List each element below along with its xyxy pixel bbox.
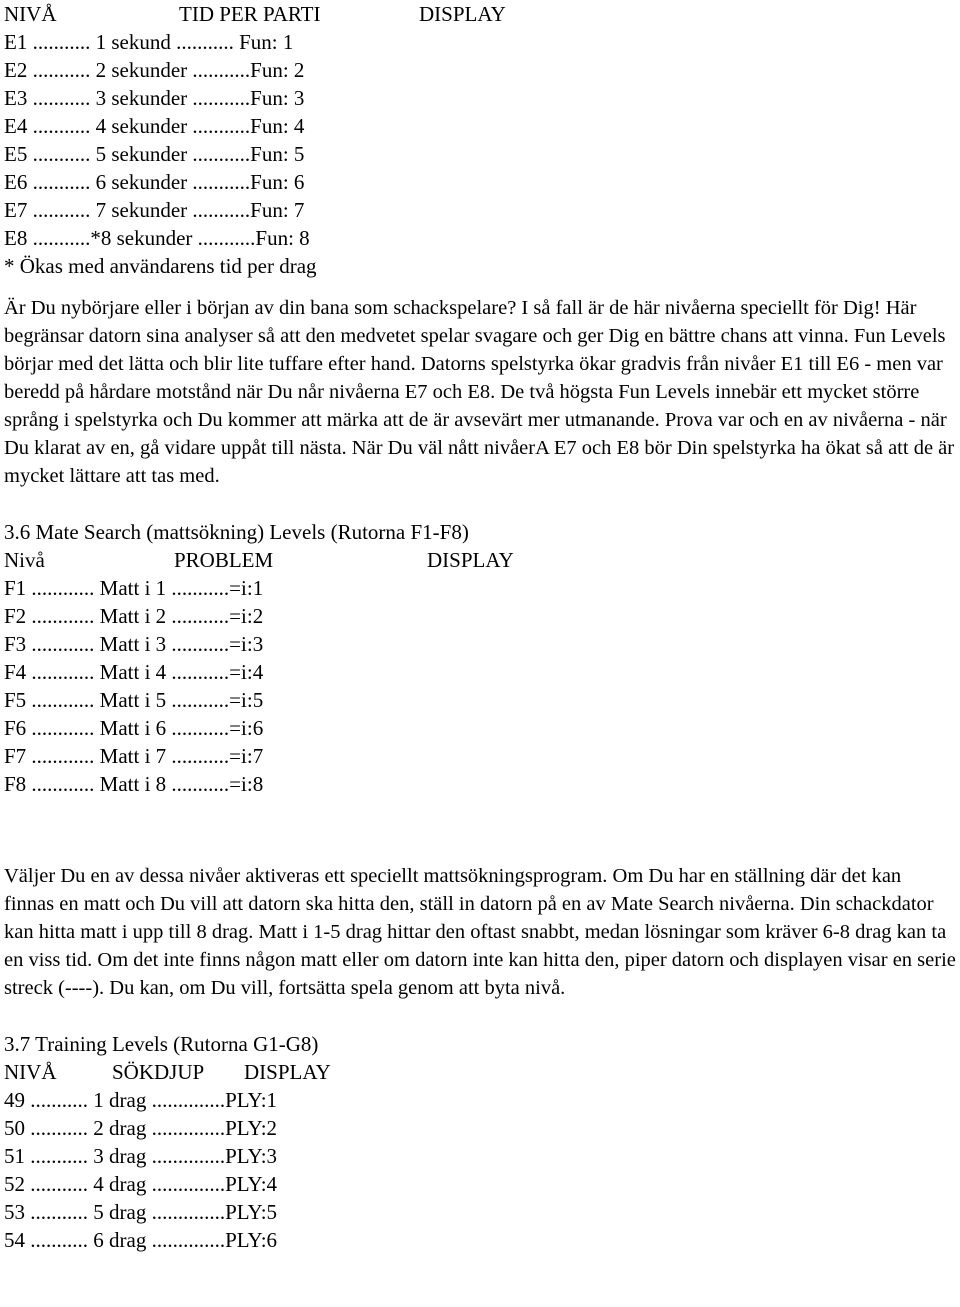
training-row: 51 ........... 3 drag ..............PLY:3 xyxy=(4,1144,278,1168)
fun-level-row: E6 ........... 6 sekunder ...........Fun: 6 xyxy=(4,170,305,194)
header-niva: NIVÅ xyxy=(4,2,57,26)
mate-search-paragraph: Väljer Du en av dessa nivåer aktiveras ett speciellt mattsökningsprogram. Om Du har en ställning där det kan finnas en matt och Du vill att datorn ska hitta den, ställ in datorn på en av Mate Search nivåerna. Din schackdator kan hitta matt i upp till 8 drag. Matt i 1-5 drag hittar den oftast snabbt, medan lösningar som kräver 6-8 drag kan ta en viss tid. Om det inte finns någon matt eller om datorn inte kan hitta den, piper datorn och displayen visar en serie streck (----). Du kan, om Du vill, fortsätta spela genom att byta nivå. xyxy=(4,865,956,999)
fun-levels-footnote: * Ökas med användarens tid per drag xyxy=(4,254,317,278)
mate-search-row: F7 ............ Matt i 7 ...........=i:7 xyxy=(4,744,264,768)
fun-level-row: E7 ........... 7 sekunder ...........Fun: 7 xyxy=(4,198,305,222)
fun-levels-header xyxy=(4,0,956,28)
training-row: 54 ........... 6 drag ..............PLY:6 xyxy=(4,1228,278,1252)
header-display: DISPLAY xyxy=(244,1060,331,1084)
fun-level-row: E1 ........... 1 sekund ........... Fun: 1 xyxy=(4,30,294,54)
training-row: 49 ........... 1 drag ..............PLY:1 xyxy=(4,1088,278,1112)
training-header xyxy=(4,1058,956,1086)
header-display: DISPLAY xyxy=(419,2,506,26)
fun-level-row: E5 ........... 5 sekunder ...........Fun: 5 xyxy=(4,142,305,166)
header-display: DISPLAY xyxy=(427,548,514,572)
mate-search-row: F4 ............ Matt i 4 ...........=i:4 xyxy=(4,660,264,684)
fun-level-row: E3 ........... 3 sekunder ...........Fun: 3 xyxy=(4,86,305,110)
mate-search-row: F6 ............ Matt i 6 ...........=i:6 xyxy=(4,716,264,740)
header-niva: Nivå xyxy=(4,548,45,572)
training-row: 50 ........... 2 drag ..............PLY:2 xyxy=(4,1116,278,1140)
fun-level-row: E4 ........... 4 sekunder ...........Fun: 4 xyxy=(4,114,305,138)
header-sokdjup: SÖKDJUP xyxy=(112,1060,205,1084)
mate-search-row: F1 ............ Matt i 1 ...........=i:1 xyxy=(4,576,264,600)
header-niva: NIVÅ xyxy=(4,1060,57,1084)
training-row: 53 ........... 5 drag ..............PLY:5 xyxy=(4,1200,278,1224)
mate-search-header xyxy=(4,546,956,574)
fun-level-row: E8 ...........*8 sekunder ...........Fun: 8 xyxy=(4,226,310,250)
mate-search-row: F3 ............ Matt i 3 ...........=i:3 xyxy=(4,632,264,656)
fun-level-row: E2 ........... 2 sekunder ...........Fun: 2 xyxy=(4,58,305,82)
header-problem: PROBLEM xyxy=(174,548,274,572)
mate-search-row: F5 ............ Matt i 5 ...........=i:5 xyxy=(4,688,264,712)
training-heading: 3.7 Training Levels (Rutorna G1-G8) xyxy=(4,1032,319,1056)
mate-search-row: F2 ............ Matt i 2 ...........=i:2 xyxy=(4,604,264,628)
fun-levels-paragraph: Är Du nybörjare eller i början av din bana som schackspelare? I så fall är de här nivåerna speciellt för Dig! Här begränsar datorn sina analyser så att den medvetet spelar svagare och ger Dig en bättre chans att vinna. Fun Levels börjar med det lätta och blir lite tuffare efter hand. Datorns spelstyrka ökar gradvis från nivåer E1 till E6 - men var beredd på hårdare motstånd när Du når nivåerna E7 och E8. De två högsta Fun Levels innebär ett mycket större språng i spelstyrka och Du kommer att märka att de är avsevärt mer utmanande. Prova var och en av nivåerna - när Du klarat av en, gå vidare uppåt till nästa. När Du väl nått nivåerA E7 och E8 bör Din spelstyrka ha ökat så att de är mycket lättare att tas med. xyxy=(4,297,955,487)
header-tid-per-parti: TID PER PARTI xyxy=(179,2,321,26)
mate-search-row: F8 ............ Matt i 8 ...........=i:8 xyxy=(4,772,264,796)
document-page xyxy=(4,0,956,1254)
mate-search-heading: 3.6 Mate Search (mattsökning) Levels (Rutorna F1-F8) xyxy=(4,520,469,544)
training-row: 52 ........... 4 drag ..............PLY:4 xyxy=(4,1172,278,1196)
